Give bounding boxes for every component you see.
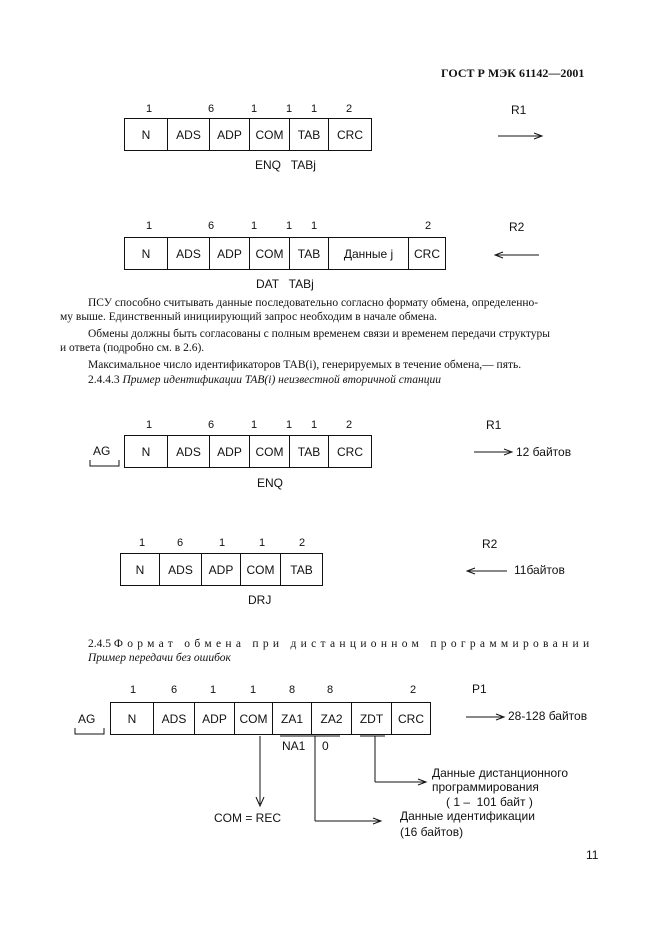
count: 1: [250, 419, 258, 431]
field-tab: TAB: [289, 119, 328, 150]
field-data-j: Данные j: [328, 238, 408, 269]
field-crc: CRC: [328, 119, 371, 150]
section-heading-245: [88, 637, 593, 651]
diagram1-counts: [124, 103, 374, 117]
field-n: N: [141, 246, 151, 261]
count: 6: [207, 103, 215, 115]
count: 1: [250, 103, 258, 115]
diagram4-label: R2: [482, 537, 498, 551]
section-title: Формат обмена при дистанционном программировании: [113, 638, 594, 650]
count: 1: [285, 103, 293, 115]
count: 2: [345, 103, 353, 115]
diagram5-size: 28-128 байтов: [508, 709, 588, 723]
diagram2-label: R2: [509, 220, 525, 234]
section-heading-2443: [88, 373, 441, 387]
field-za1: ZA1: [272, 703, 311, 734]
diagram2-caption: DAT TABj: [256, 277, 314, 291]
right-arrow-icon: [474, 447, 514, 457]
diagram3-caption: ENQ: [257, 476, 284, 490]
count: 1: [310, 419, 318, 431]
diagram3-label: R1: [486, 418, 502, 432]
field-com: COM: [249, 238, 289, 269]
field-tab: TAB: [280, 554, 322, 585]
count: 1: [258, 537, 266, 549]
count: 6: [176, 537, 184, 549]
count: 1: [250, 220, 258, 232]
count: 1: [138, 537, 146, 549]
diagram3-counts: [124, 419, 374, 433]
field-n: N: [127, 711, 137, 726]
field-zdt: ZDT: [351, 703, 391, 734]
field-com: COM: [240, 554, 280, 585]
ag-label: AG: [93, 444, 111, 458]
diagram4-counts: [120, 537, 330, 551]
field-za2: ZA2: [311, 703, 351, 734]
diagram3-frame: [124, 435, 372, 468]
remote-data-line2: программирования: [432, 780, 539, 794]
count: 1: [209, 684, 217, 696]
paragraph-line: му выше. Единственный инициирующий запрос необходим в начале обмена.: [60, 311, 438, 323]
remote-data-line3: ( 1 – 101 байт ): [446, 795, 533, 809]
left-arrow-icon: [494, 250, 540, 260]
diagram4-frame: [120, 553, 323, 586]
paragraph-line: и ответа (подробно см. в 2.6).: [60, 342, 205, 354]
field-adp: ADP: [209, 119, 249, 150]
paragraph-line: ПСУ способно считывать данные последовательно согласно формату обмена, определенно-: [88, 297, 539, 309]
field-com: COM: [249, 119, 289, 150]
left-arrow-icon: [466, 566, 508, 576]
diagram5-frame: [110, 702, 431, 735]
section-number: 2.4.5: [88, 638, 111, 650]
diagram3-size: 12 байтов: [516, 445, 572, 459]
field-crc: CRC: [328, 436, 371, 467]
paragraph-line: Обмены должны быть согласованы с полным временем связи и временем передачи структуры: [88, 328, 550, 340]
field-crc: CRC: [408, 238, 445, 269]
count: 8: [288, 684, 296, 696]
count: 6: [170, 684, 178, 696]
count: 1: [145, 220, 153, 232]
count: 1: [145, 103, 153, 115]
field-ads: ADS: [167, 238, 209, 269]
count: 1: [285, 419, 293, 431]
diagram5-label: P1: [472, 682, 487, 696]
section-subtitle: Пример передачи без ошибок: [88, 652, 231, 664]
id-data-line2: (16 байтов): [400, 825, 464, 839]
count: 1: [310, 103, 318, 115]
field-tab: TAB: [289, 436, 328, 467]
count: 1: [310, 220, 318, 232]
field-tab: TAB: [289, 238, 328, 269]
count: 2: [298, 537, 306, 549]
count: 2: [424, 220, 432, 232]
field-n: N: [141, 444, 151, 459]
field-adp: ADP: [194, 703, 234, 734]
count: 1: [129, 684, 137, 696]
field-ads: ADS: [167, 119, 209, 150]
field-com: COM: [234, 703, 272, 734]
na1-label: NA1: [282, 739, 306, 753]
ag-bracket-icon: [74, 727, 106, 736]
field-adp: ADP: [209, 436, 249, 467]
zero-label: 0: [322, 739, 329, 753]
count: 8: [326, 684, 334, 696]
count: 1: [145, 419, 153, 431]
right-arrow-icon: [466, 712, 506, 722]
paragraph-line: Максимальное число идентификаторов TAB(i), генерируемых в течение обмена,— пять.: [88, 359, 522, 371]
field-com: COM: [249, 436, 289, 467]
field-ads: ADS: [167, 436, 209, 467]
count: 2: [345, 419, 353, 431]
id-data-line1: Данные идентификации: [400, 809, 535, 823]
page-number: 11: [586, 848, 599, 862]
field-crc: CRC: [391, 703, 430, 734]
count: 2: [409, 684, 417, 696]
right-arrow-icon: [498, 131, 544, 141]
diagram1-label: R1: [511, 103, 527, 117]
section-title: Пример идентификации TAB(i) неизвестной вторичной станции: [122, 374, 441, 386]
field-ads: ADS: [159, 554, 201, 585]
diagram2-frame: [124, 237, 446, 270]
remote-data-line1: Данные дистанционного: [432, 766, 569, 780]
count: 6: [207, 220, 215, 232]
field-n: N: [135, 562, 145, 577]
count: 6: [207, 419, 215, 431]
diagram5-counts: [110, 684, 440, 698]
field-adp: ADP: [201, 554, 240, 585]
count: 1: [218, 537, 226, 549]
field-adp: ADP: [209, 238, 249, 269]
diagram1-caption: ENQ TABj: [255, 158, 316, 172]
field-n: N: [141, 127, 151, 142]
ag-label: AG: [78, 712, 96, 726]
com-rec-label: COM = REC: [214, 811, 282, 825]
count: 1: [285, 220, 293, 232]
diagram4-size: 11байтов: [514, 563, 565, 577]
ag-bracket-icon: [89, 459, 121, 468]
diagram4-caption: DRJ: [248, 593, 272, 607]
diagram2-counts: [124, 220, 454, 234]
diagram1-frame: [124, 118, 372, 151]
count: 1: [249, 684, 257, 696]
field-ads: ADS: [153, 703, 194, 734]
standard-header: ГОСТ Р МЭК 61142—2001: [441, 66, 585, 80]
section-number: 2.4.4.3: [88, 374, 120, 386]
